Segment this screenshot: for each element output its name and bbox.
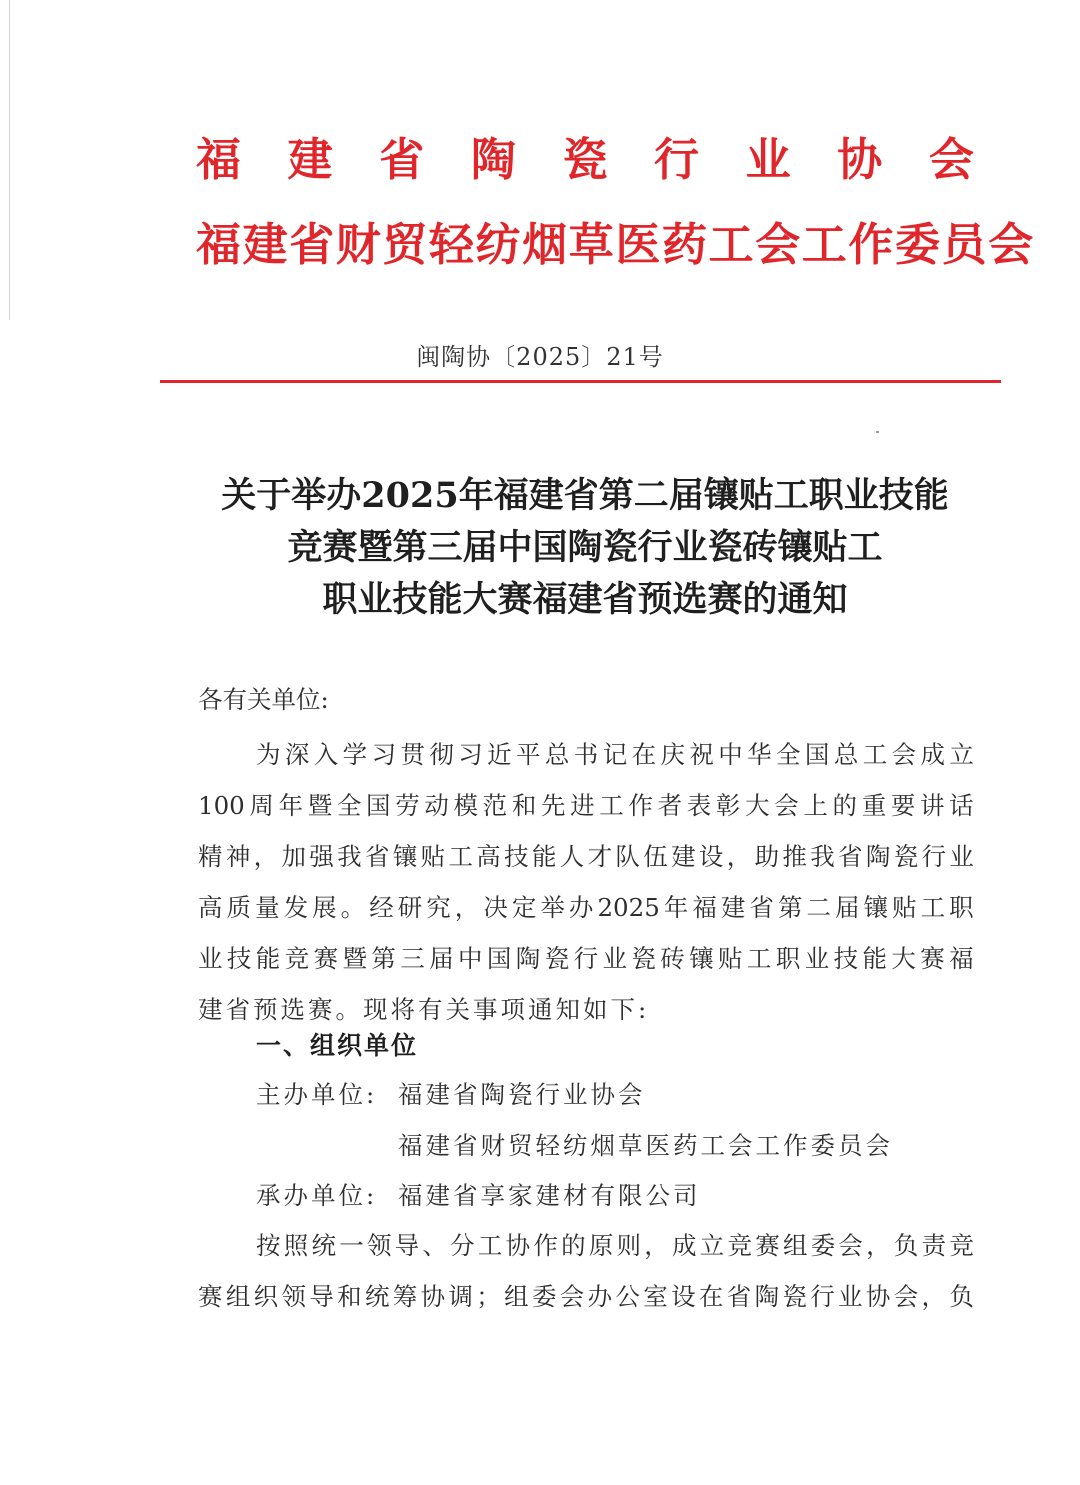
issuer-name-1: 福 建 省 陶 瓷 行 业 协 会	[196, 133, 974, 186]
salutation: 各有关单位:	[198, 685, 329, 714]
intro-line-1: 为 深 入 学 习 贯 彻 习 近 平 总 书 记 在 庆 祝 中 华 全 国 总 工 会 成 立	[256, 740, 974, 769]
intro-line-6: 建省预选赛。现将有关事项通知如下:	[198, 995, 650, 1024]
intro-line-5: 业 技 能 竞 赛 暨 第 三 届 中 国 陶 瓷 行 业 瓷 砖 镶 贴 工 职 业 技 能 大 赛 福	[198, 944, 974, 973]
scan-edge	[9, 0, 10, 320]
issuer-name-2: 福建省财贸轻纺烟草医药工会工作委员会	[196, 218, 1035, 271]
notice-title	[140, 470, 1030, 626]
undertaker-organizer: 福建省享家建材有限公司	[398, 1181, 701, 1210]
title-line-1: 关于举办2025年福建省第二届镶贴工职业技能	[221, 475, 949, 516]
organizing-paragraph	[198, 1220, 974, 1322]
title-line-2: 竞赛暨第三届中国陶瓷行业瓷砖镶贴工	[287, 527, 883, 568]
title-line-3: 职业技能大赛福建省预选赛的通知	[322, 579, 848, 620]
section-heading-organizers: 一、组织单位	[256, 1031, 419, 1060]
intro-line-3: 精 神 ， 加 强 我 省 镶 贴 工 高 技 能 人 才 队 伍 建 设 ， 助 推 我 省 陶 瓷 行 业	[198, 842, 974, 871]
document-number: 闽陶协〔2025〕21号	[416, 343, 664, 371]
intro-line-2: 100 周 年 暨 全 国 劳 动 模 范 和 先 进 工 作 者 表 彰 大 会 上 的 重 要 讲 话	[198, 791, 974, 820]
host-label: 主办单位:	[256, 1080, 378, 1109]
host-organizer-1: 福建省陶瓷行业协会	[398, 1080, 646, 1109]
host-organizer-2: 福建省财贸轻纺烟草医药工会工作委员会	[398, 1131, 893, 1160]
tail-line-1: 按 照 统 一 领 导 、 分 工 协 作 的 原 则 ， 成 立 竞 赛 组 委 会 ， 负 责 竞	[256, 1231, 974, 1260]
scan-speck	[876, 431, 879, 433]
intro-paragraph	[198, 729, 974, 1035]
tail-line-2: 赛 组 织 领 导 和 统 筹 协 调 ； 组 委 会 办 公 室 设 在 省 陶 瓷 行 业 协 会 ， 负	[198, 1282, 974, 1311]
intro-line-4: 高 质 量 发 展 。 经 研 究 ， 决 定 举 办 2025 年 福 建 省 第 二 届 镶 贴 工 职	[198, 893, 974, 922]
red-separator-line	[160, 380, 1001, 383]
undertaker-label: 承办单位:	[256, 1181, 378, 1210]
